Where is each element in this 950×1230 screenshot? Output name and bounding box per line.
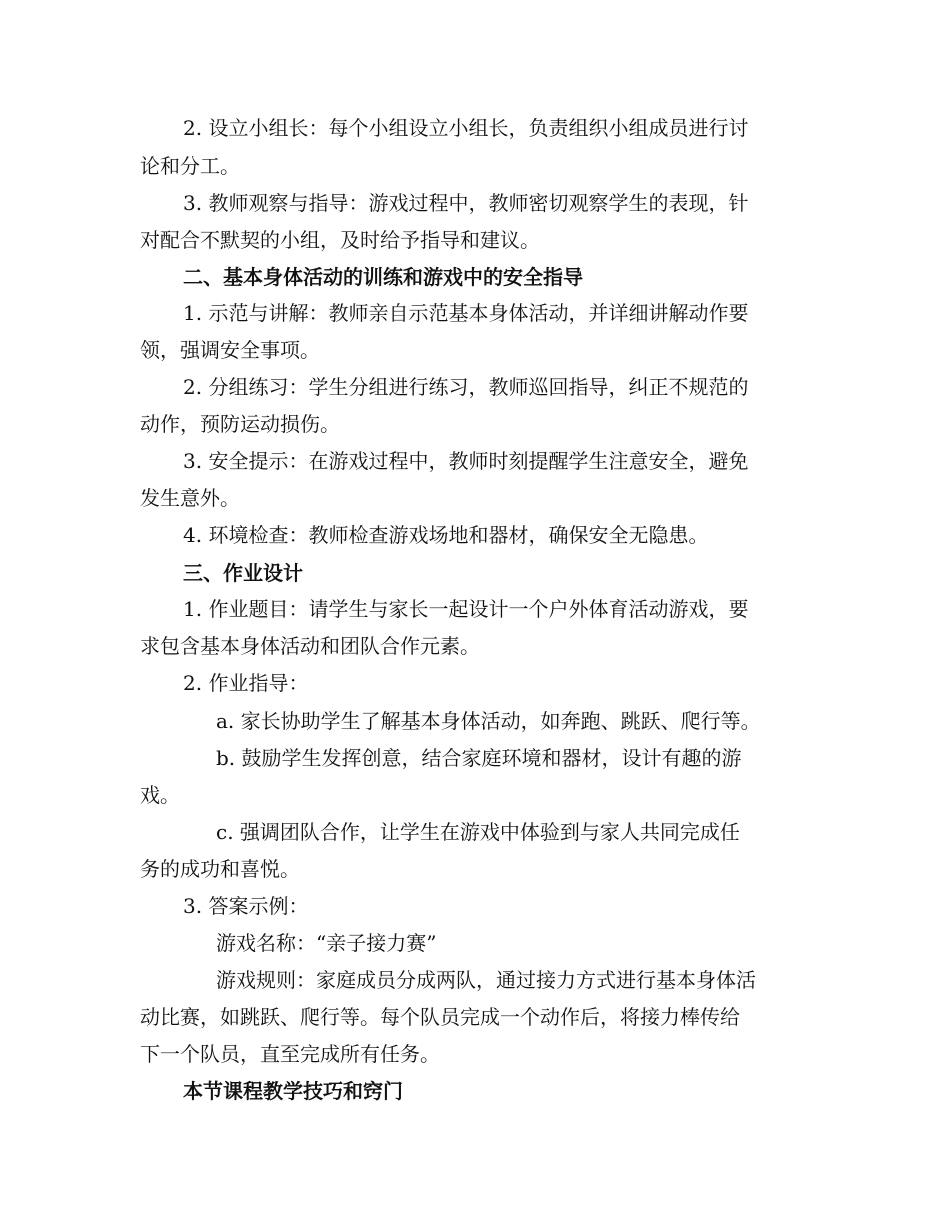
text-line: 3. 教师观察与指导：游戏过程中，教师密切观察学生的表现，针	[183, 191, 749, 215]
text-line: c. 强调团队合作，让学生在游戏中体验到与家人共同完成任	[216, 820, 740, 844]
text-line: 务的成功和喜悦。	[140, 857, 300, 881]
text-line: b. 鼓励学生发挥创意，结合家庭环境和器材，设计有趣的游	[216, 746, 742, 770]
section-heading: 三、作业设计	[183, 561, 303, 585]
text-line: 下一个队员，直至完成所有任务。	[140, 1042, 440, 1066]
text-line: 1. 作业题目：请学生与家长一起设计一个户外体育活动游戏，要	[183, 597, 749, 621]
text-line: 动作，预防运动损伤。	[140, 412, 340, 436]
text-line: 戏。	[140, 783, 180, 807]
text-line: 对配合不默契的小组，及时给予指导和建议。	[140, 228, 540, 252]
text-line: 发生意外。	[140, 486, 240, 510]
text-line: 论和分工。	[140, 154, 240, 178]
text-line: 游戏名称：“亲子接力赛”	[216, 931, 437, 955]
section-heading: 本节课程教学技巧和窍门	[183, 1079, 403, 1103]
text-line: 4. 环境检查：教师检查游戏场地和器材，确保安全无隐患。	[183, 523, 709, 547]
text-line: 3. 答案示例：	[183, 894, 309, 918]
text-line: 动比赛，如跳跃、爬行等。每个队员完成一个动作后，将接力棒传给	[140, 1005, 740, 1029]
text-line: 2. 分组练习：学生分组进行练习，教师巡回指导，纠正不规范的	[183, 375, 749, 399]
text-line: 1. 示范与讲解：教师亲自示范基本身体活动，并详细讲解动作要	[183, 301, 749, 325]
text-line: 2. 作业指导：	[183, 671, 309, 695]
section-heading: 二、基本身体活动的训练和游戏中的安全指导	[183, 265, 583, 289]
text-line: 游戏规则：家庭成员分成两队，通过接力方式进行基本身体活	[216, 968, 756, 992]
text-line: 2. 设立小组长：每个小组设立小组长，负责组织小组成员进行讨	[183, 116, 749, 140]
text-line: 求包含基本身体活动和团队合作元素。	[140, 634, 480, 658]
text-line: 领，强调安全事项。	[140, 338, 320, 362]
text-line: a. 家长协助学生了解基本身体活动，如奔跑、跳跃、爬行等。	[216, 709, 761, 733]
text-line: 3. 安全提示：在游戏过程中，教师时刻提醒学生注意安全，避免	[183, 449, 749, 473]
